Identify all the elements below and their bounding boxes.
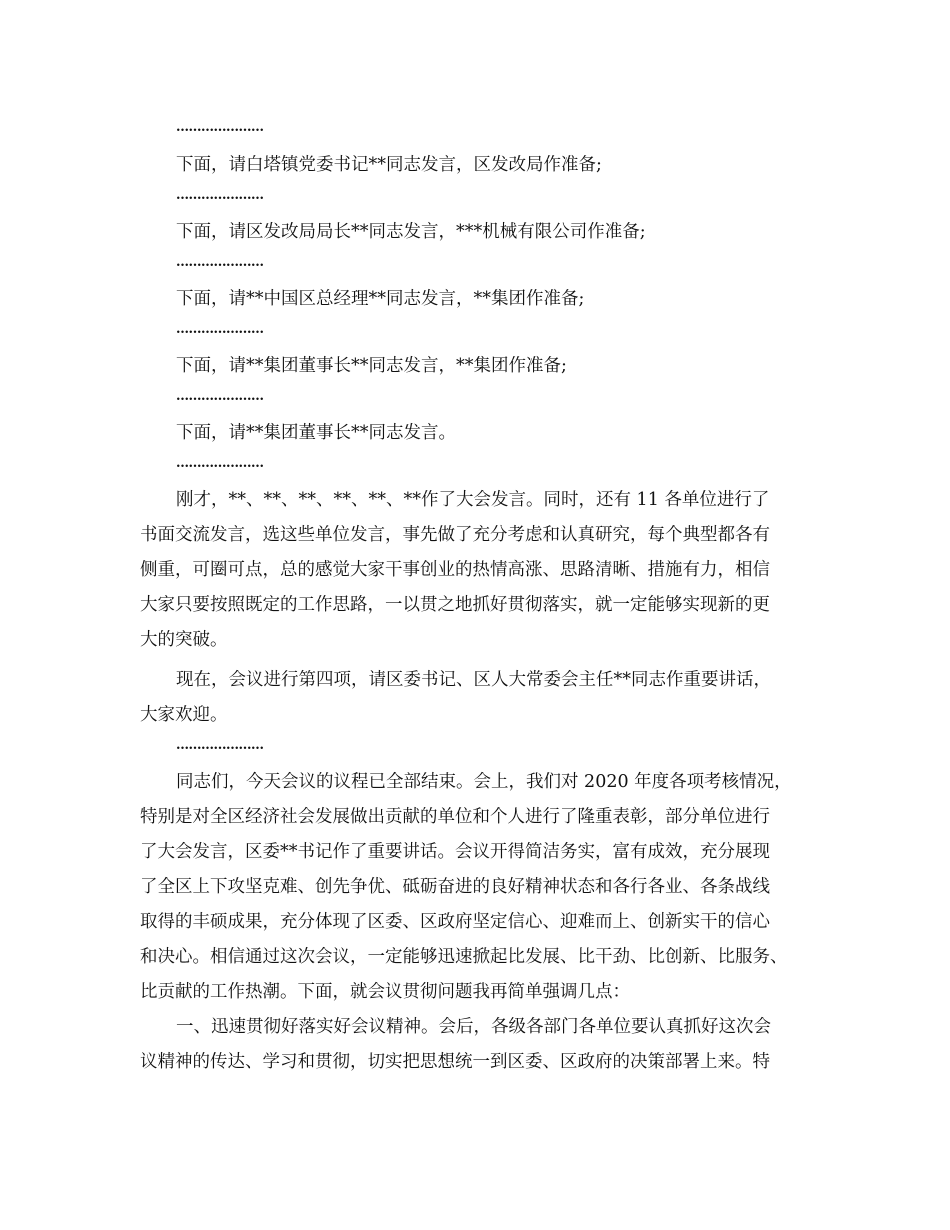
text-line: 下面，请区发改局局长**同志发言，***机械有限公司作准备;: [176, 222, 646, 242]
text-line: 下面，请白塔镇党委书记**同志发言，区发改局作准备;: [176, 155, 602, 175]
ellipsis-separator: …………………: [176, 188, 264, 203]
text-line: 侧重，可圈可点，总的感觉大家干事创业的热情高涨、思路清晰、措施有力，相信: [140, 560, 770, 580]
text-line: 下面，请**中国区总经理**同志发言，**集团作准备;: [176, 289, 585, 309]
text-line: 大的突破。: [140, 630, 228, 650]
ellipsis-separator: …………………: [176, 738, 264, 753]
text-line: 书面交流发言，选这些单位发言，事先做了充分考虑和认真研究，每个典型都各有: [140, 525, 770, 545]
text-line: 大家只要按照既定的工作思路，一以贯之地抓好贯彻落实，就一定能够实现新的更: [140, 595, 770, 615]
text-line: 取得的丰硕成果，充分体现了区委、区政府坚定信心、迎难而上、创新实干的信心: [140, 912, 770, 932]
text-line: 议精神的传达、学习和贯彻，切实把思想统一到区委、区政府的决策部署上来。特: [140, 1052, 770, 1072]
text-line: 了大会发言，区委**书记作了重要讲话。会议开得简洁务实，富有成效，充分展现: [140, 842, 770, 862]
text-line: 大家欢迎。: [140, 705, 228, 725]
ellipsis-separator: …………………: [176, 120, 264, 135]
text-line: 下面，请**集团董事长**同志发言。: [176, 423, 456, 443]
text-line: 了全区上下攻坚克难、创先争优、砥砺奋进的良好精神状态和各行各业、各条战线: [140, 877, 770, 897]
text-line: 一、迅速贯彻好落实好会议精神。会后，各级各部门各单位要认真抓好这次会: [176, 1017, 771, 1037]
text-line: 特别是对全区经济社会发展做出贡献的单位和个人进行了隆重表彰，部分单位进行: [140, 807, 770, 827]
ellipsis-separator: …………………: [176, 389, 264, 404]
text-line: 同志们，今天会议的议程已全部结束。会上，我们对 2020 年度各项考核情况，: [176, 772, 792, 792]
text-line: 现在，会议进行第四项，请区委书记、区人大常委会主任**同志作重要讲话，: [176, 670, 771, 690]
text-line: 下面，请**集团董事长**同志发言，**集团作准备;: [176, 356, 567, 376]
ellipsis-separator: …………………: [176, 456, 264, 471]
ellipsis-separator: …………………: [176, 255, 264, 270]
text-line: 刚才，**、**、**、**、**、**作了大会发言。同时，还有 11 各单位进行了: [176, 490, 770, 510]
text-line: 和决心。相信通过这次会议，一定能够迅速掀起比发展、比干劲、比创新、比服务、: [140, 947, 788, 967]
ellipsis-separator: …………………: [176, 322, 264, 337]
text-line: 比贡献的工作热潮。下面，就会议贯彻问题我再简单强调几点：: [140, 982, 630, 1002]
